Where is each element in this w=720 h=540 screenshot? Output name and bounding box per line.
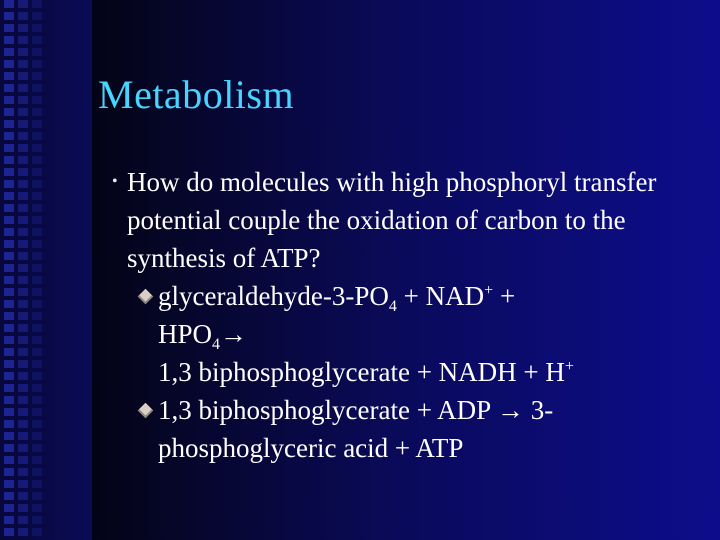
reaction-2-product: 3-phosphoglyceric acid + ATP bbox=[158, 395, 554, 463]
decorative-squares-column bbox=[32, 0, 42, 540]
subscript: 4 bbox=[212, 336, 221, 353]
reaction-1 bbox=[158, 277, 678, 391]
reaction-1-reactant: HPO bbox=[158, 319, 213, 349]
reaction-1-text: + NAD bbox=[396, 281, 485, 311]
reaction-2-reactant: 1,3 biphosphoglycerate + ADP bbox=[158, 395, 497, 425]
decorative-squares-column bbox=[4, 0, 14, 540]
reaction-1-product: 1,3 biphosphoglycerate + NADH + H bbox=[158, 357, 565, 387]
question-text: How do molecules with high phosphoryl transfer potential couple the oxidation of carbon to the synthesis of ATP? bbox=[127, 167, 657, 273]
arrow-icon: → bbox=[220, 319, 248, 349]
diamond-bullet-icon bbox=[138, 289, 154, 305]
decorative-squares-column bbox=[18, 0, 28, 540]
superscript: + bbox=[564, 358, 574, 375]
subscript: 4 bbox=[388, 298, 397, 315]
slide-body bbox=[112, 163, 702, 467]
slide-title: Metabolism bbox=[98, 72, 295, 117]
reaction-1-reactant: glyceraldehyde-3-PO bbox=[158, 281, 389, 311]
arrow-icon: → bbox=[496, 395, 524, 425]
bullet-dot-icon: • bbox=[112, 173, 118, 190]
left-decorative-strip bbox=[0, 0, 92, 540]
superscript: + bbox=[484, 282, 494, 299]
reaction-1-text: + bbox=[493, 281, 516, 311]
diamond-bullet-icon bbox=[138, 403, 154, 419]
reaction-2 bbox=[158, 391, 678, 467]
